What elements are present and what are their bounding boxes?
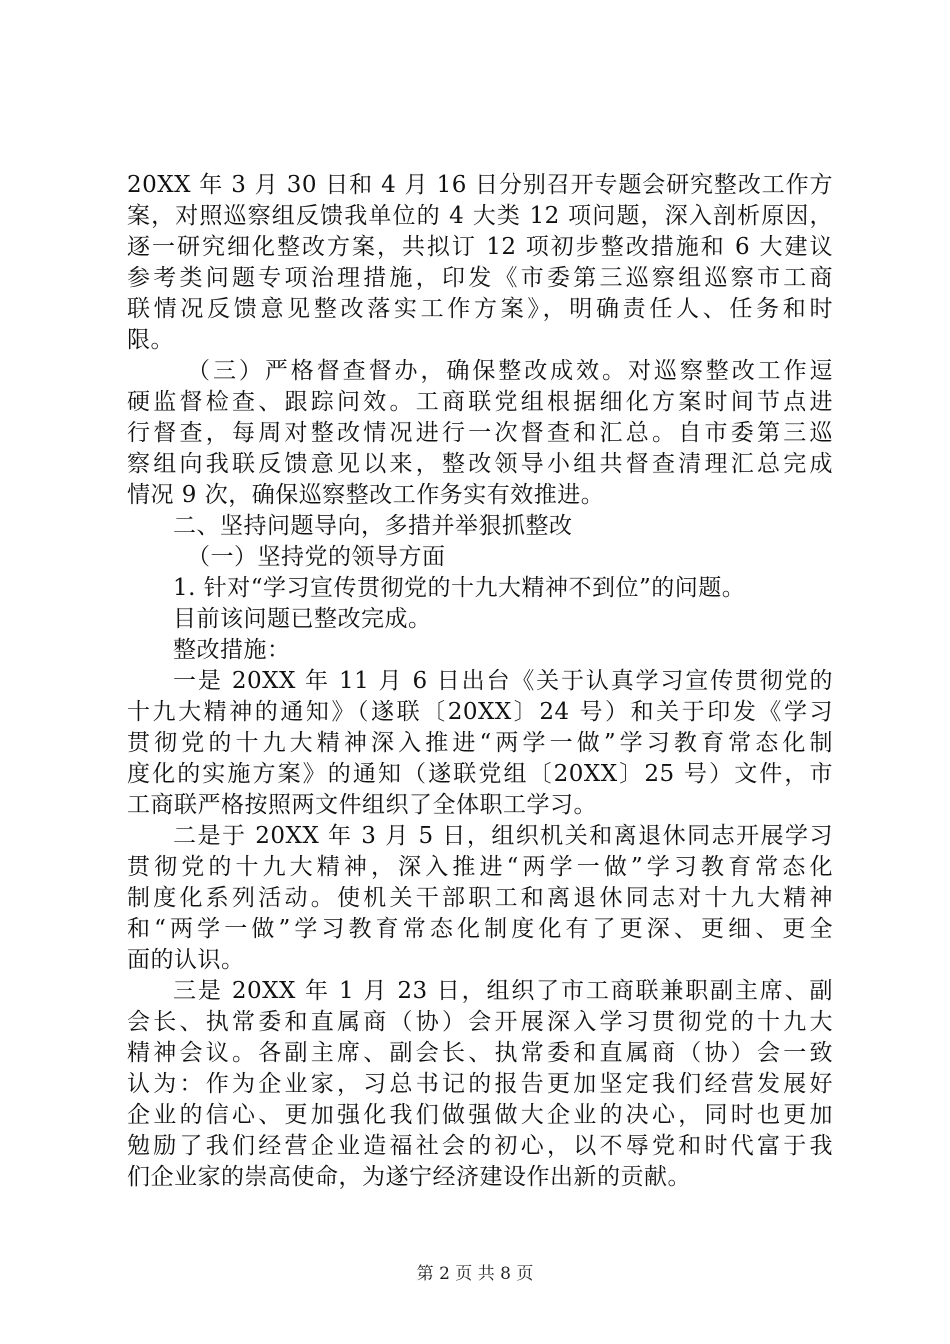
text-line: 情况 9 次，确保巡察整改工作务实有效推进。: [127, 482, 605, 508]
text-line: 案，对照巡察组反馈我单位的 4 大类 12 项问题，深入剖析原因，: [127, 203, 833, 229]
text-line: 察组向我联反馈意见以来，整改领导小组共督查清理汇总完成: [127, 451, 833, 477]
text-line: （三）严格督查督办，确保整改成效。对巡察整改工作逗: [187, 358, 833, 384]
text-line: 一是 20XX 年 11 月 6 日出台《关于认真学习宣传贯彻党的: [173, 668, 833, 694]
text-line: 勉励了我们经营企业造福社会的初心，以不辱党和时代富于我: [127, 1133, 833, 1159]
text-line: 逐一研究细化整改方案，共拟订 12 项初步整改措施和 6 大建议: [127, 234, 833, 260]
text-line: 三是 20XX 年 1 月 23 日，组织了市工商联兼职副主席、副: [173, 978, 833, 1004]
text-line: 面的认识。: [127, 947, 245, 973]
text-line: 硬监督检查、跟踪问效。工商联党组根据细化方案时间节点进: [127, 389, 833, 415]
text-line: 十九大精神的通知》（遂联〔20XX〕24 号）和关于印发《学习: [127, 699, 833, 725]
text-line: 1. 针对“学习宣传贯彻党的十九大精神不到位”的问题。: [173, 575, 746, 601]
text-line: （一）坚持党的领导方面: [187, 544, 446, 570]
text-line: 目前该问题已整改完成。: [173, 606, 432, 632]
text-line: 和“两学一做”学习教育常态化制度化有了更深、更细、更全: [127, 916, 833, 942]
text-line: 们企业家的崇高使命，为遂宁经济建设作出新的贡献。: [127, 1164, 691, 1190]
text-line: 二、坚持问题导向，多措并举狠抓整改: [173, 513, 573, 539]
document-body: [127, 170, 833, 1193]
text-line: 企业的信心、更加强化我们做强做大企业的决心，同时也更加: [127, 1102, 833, 1128]
text-line: 贯彻党的十九大精神，深入推进“两学一做”学习教育常态化: [127, 854, 833, 880]
text-line: 20XX 年 3 月 30 日和 4 月 16 日分别召开专题会研究整改工作方: [127, 172, 833, 198]
text-line: 贯彻党的十九大精神深入推进“两学一做”学习教育常态化制: [127, 730, 833, 756]
text-line: 联情况反馈意见整改落实工作方案》，明确责任人、任务和时: [127, 296, 833, 322]
text-line: 度化的实施方案》的通知（遂联党组〔20XX〕25 号）文件，市: [127, 761, 833, 787]
text-line: 工商联严格按照两文件组织了全体职工学习。: [127, 792, 597, 818]
text-line: 精神会议。各副主席、副会长、执常委和直属商（协）会一致: [127, 1040, 833, 1066]
text-line: 制度化系列活动。使机关干部职工和离退休同志对十九大精神: [127, 885, 833, 911]
page-footer: 第 2 页 共 8 页: [416, 1264, 534, 1284]
text-line: 参考类问题专项治理措施，印发《市委第三巡察组巡察市工商: [127, 265, 833, 291]
text-line: 行督查，每周对整改情况进行一次督查和汇总。自市委第三巡: [127, 420, 833, 446]
text-line: 会长、执常委和直属商（协）会开展深入学习贯彻党的十九大: [127, 1009, 833, 1035]
text-line: 限。: [127, 327, 174, 353]
text-line: 二是于 20XX 年 3 月 5 日，组织机关和离退休同志开展学习: [173, 823, 833, 849]
text-line: 整改措施：: [173, 637, 291, 663]
text-line: 认为：作为企业家，习总书记的报告更加坚定我们经营发展好: [127, 1071, 833, 1097]
